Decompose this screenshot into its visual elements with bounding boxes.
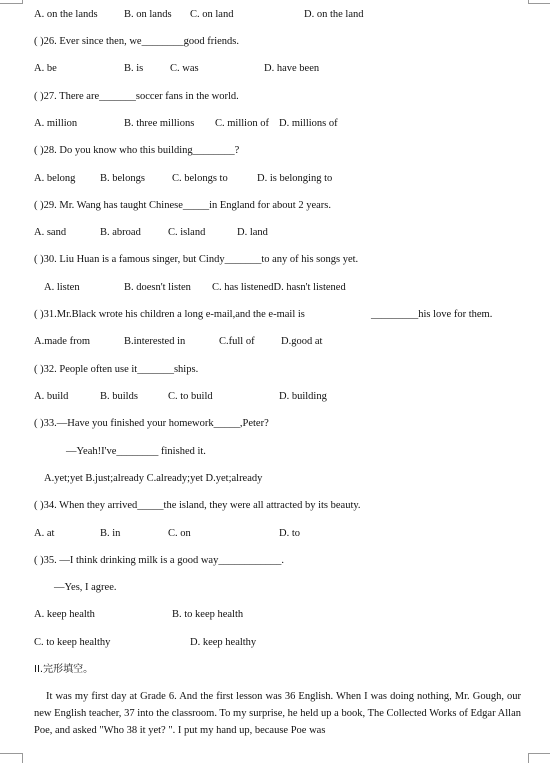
document-line xyxy=(34,445,522,459)
document-line xyxy=(34,281,522,295)
line-text: A. belong xyxy=(34,173,76,184)
document-line xyxy=(34,554,522,568)
line-text: B. builds xyxy=(100,391,138,402)
line-text: B. belongs xyxy=(100,173,145,184)
line-text: C. million of xyxy=(215,118,269,129)
section-title: II.完形填空。 xyxy=(34,664,94,675)
line-text: D. on the land xyxy=(304,9,364,20)
line-text: A. build xyxy=(34,391,69,402)
cloze-paragraph: It was my first day at Grade 6. And the first lesson was 36 English. When I was doing nothing, Mr. Gough, our new English teacher, 37 into the classroom. To my surprise, he held up a book, The Collected Works of Edgar Allan Poe, and asked "Who 38 it yet? ". I put my hand up, because Poe was xyxy=(34,691,521,736)
document-line xyxy=(34,472,522,486)
line-text: A. at xyxy=(34,528,55,539)
line-text: B. doesn't listen xyxy=(124,282,191,293)
document-line xyxy=(34,62,522,76)
document-line xyxy=(34,608,522,622)
crop-mark-top-right-v xyxy=(528,0,529,4)
document-line xyxy=(34,335,522,349)
document-line xyxy=(34,90,522,104)
line-text: D. millions of xyxy=(279,118,338,129)
line-text: ( )30. Liu Huan is a famous singer, but Cindy_______to any of his songs yet. xyxy=(34,254,359,265)
crop-mark-bottom-right-h xyxy=(528,753,550,754)
crop-mark-top-left-v xyxy=(22,0,23,4)
line-text: B. abroad xyxy=(100,227,141,238)
document-line xyxy=(34,499,522,513)
line-text: ( )31.Mr.Black wrote his children a long e-mail,and the e-mail is xyxy=(34,309,305,320)
line-text: C. on land xyxy=(190,9,234,20)
line-text: ( )27. There are_______soccer fans in the world. xyxy=(34,91,239,102)
line-text: ( )35. —I think drinking milk is a good way____________. xyxy=(34,555,284,566)
line-text: B.interested in xyxy=(124,336,186,347)
line-text: ( )26. Ever since then, we________good friends. xyxy=(34,36,239,47)
document-line xyxy=(34,308,522,322)
line-text: _________his love for them. xyxy=(371,309,493,320)
line-text: B. to keep health xyxy=(172,609,244,620)
line-text: C.full of xyxy=(219,336,255,347)
crop-mark-bottom-left-v xyxy=(22,753,23,763)
crop-mark-bottom-left-h xyxy=(0,753,22,754)
line-text: D. to xyxy=(279,528,300,539)
line-text: C. to build xyxy=(168,391,213,402)
line-text: D. land xyxy=(237,227,268,238)
document-line xyxy=(34,581,522,595)
line-text: ( )28. Do you know who this building________? xyxy=(34,145,240,156)
line-text: A. be xyxy=(34,63,57,74)
line-text: D. building xyxy=(279,391,327,402)
line-text: A.made from xyxy=(34,336,90,347)
document-line xyxy=(34,417,522,431)
line-text: ( )29. Mr. Wang has taught Chinese_____in England for about 2 years. xyxy=(34,200,331,211)
line-text: ( )32. People often use it_______ships. xyxy=(34,364,199,375)
line-text: ( )33.—Have you finished your homework_____,Peter? xyxy=(34,418,269,429)
line-text: —Yeah!I've________ finished it. xyxy=(66,446,206,457)
document-line xyxy=(34,636,522,650)
crop-mark-top-right-h xyxy=(528,3,550,4)
line-text: ( )34. When they arrived_____the island, they were all attracted by its beauty. xyxy=(34,500,361,511)
line-text: A. keep health xyxy=(34,609,95,620)
document-line xyxy=(34,144,522,158)
line-text: D. is belonging to xyxy=(257,173,333,184)
line-text: C. to keep healthy xyxy=(34,637,111,648)
line-text: B. in xyxy=(100,528,121,539)
line-text: A. on the lands xyxy=(34,9,98,20)
line-text: A.yet;yet B.just;already C.already;yet D.yet;already xyxy=(44,473,263,484)
line-text: B. is xyxy=(124,63,144,74)
line-text: C. island xyxy=(168,227,206,238)
line-text: D.good at xyxy=(281,336,323,347)
document-line xyxy=(34,226,522,240)
line-text: B. three millions xyxy=(124,118,195,129)
line-text: D. have been xyxy=(264,63,320,74)
line-text: A. million xyxy=(34,118,78,129)
line-text: —Yes, I agree. xyxy=(54,582,117,593)
document-line xyxy=(34,8,522,22)
document-line xyxy=(34,117,522,131)
document-line xyxy=(34,172,522,186)
line-text: D. keep healthy xyxy=(190,637,257,648)
crop-mark-top-left-h xyxy=(0,3,22,4)
document-line xyxy=(34,527,522,541)
crop-mark-bottom-right-v xyxy=(528,753,529,763)
document-line xyxy=(34,199,522,213)
line-text: B. on lands xyxy=(124,9,172,20)
line-text: C. belongs to xyxy=(172,173,228,184)
line-text: A. listen xyxy=(44,282,80,293)
document-line xyxy=(34,363,522,377)
line-text: C. has listenedD. hasn't listened xyxy=(212,282,346,293)
line-text: A. sand xyxy=(34,227,67,238)
document-line xyxy=(34,35,522,49)
line-text: C. on xyxy=(168,528,191,539)
document-line xyxy=(34,390,522,404)
line-text: C. was xyxy=(170,63,199,74)
document-line xyxy=(34,253,522,267)
